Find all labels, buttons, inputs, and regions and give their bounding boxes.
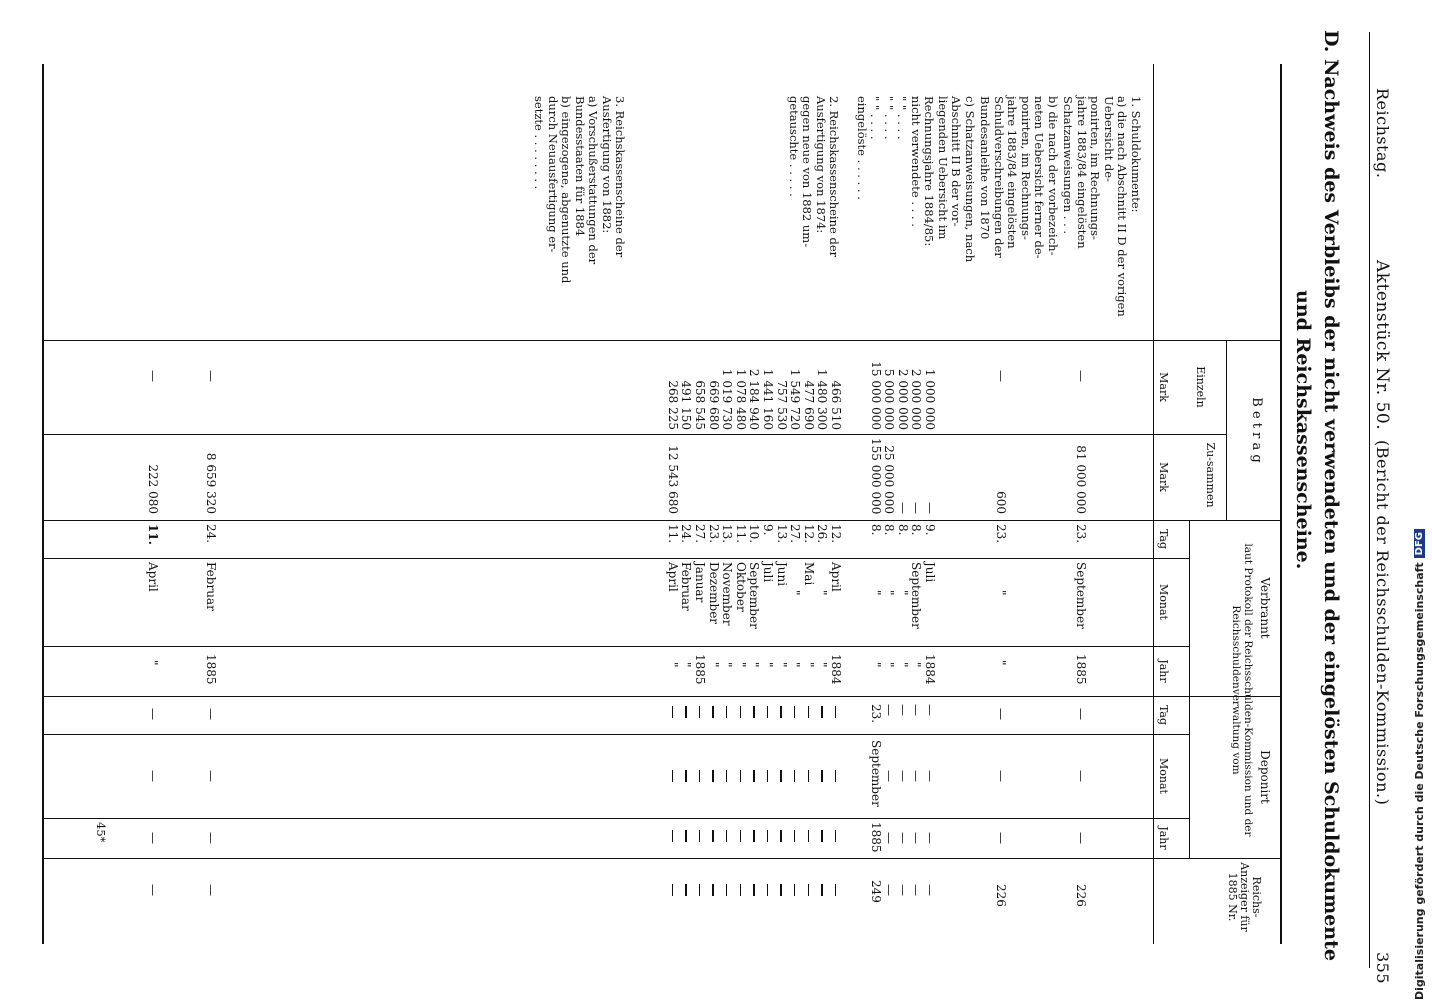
r1a-zusammen: 81 000 000 xyxy=(1074,445,1088,514)
col-sep xyxy=(44,696,1282,697)
dfg-credit xyxy=(1406,0,1432,1000)
table-title-line1: D. Nachweis des Verbleibs der nicht verwendeten und der eingelösten Schuldokumente xyxy=(1320,30,1342,961)
desc-line: a) Vorschußerstattungen der xyxy=(586,96,601,265)
desc-line: " " . . . . xyxy=(882,96,896,140)
r1c-monat: Juli September " " " xyxy=(868,562,937,629)
col-dep-jahr: Jahr xyxy=(1157,826,1170,850)
r1c-nr: — — — — 249 xyxy=(868,880,937,903)
desc-line: eingelöste . . . . . . xyxy=(855,96,869,200)
table-bottom-rule xyxy=(42,64,44,944)
desc-line: Schuldverschreibungen der xyxy=(992,96,1006,258)
col-tag: Tag xyxy=(1157,528,1170,550)
page-footnote: 45* xyxy=(94,822,108,843)
r1c-dtag: — — — — 23. xyxy=(868,704,937,724)
header-left: Reichstag. xyxy=(1373,88,1392,179)
desc-line: Bundesanleihe von 1870 xyxy=(978,96,993,240)
desc-line: getauschte . . . . . xyxy=(787,96,801,197)
r1b-jahr: " xyxy=(994,660,1008,666)
r3b-djahr: — xyxy=(146,832,160,844)
r1a-einzeln: — xyxy=(1074,370,1088,382)
r1b-dmonat: — xyxy=(994,770,1008,782)
r2-deponirt-dashes xyxy=(665,770,842,782)
col-reichsanzeiger: Reichs-Anzeiger für 1885 Nr. xyxy=(1226,862,1263,932)
dfg-credit-text: Digitalisierung gefördert durch die Deutsche Forschungsgemeinschaft xyxy=(1412,562,1426,1000)
r2-deponirt-dashes xyxy=(665,830,842,842)
r3b-einzeln: — xyxy=(146,370,160,382)
col-einzeln: Einzeln xyxy=(1194,366,1207,408)
desc-line: 2. Reichskassenscheine der xyxy=(827,96,842,258)
r1a-dtag: — xyxy=(1074,708,1088,720)
r3a-dtag: — xyxy=(204,708,218,720)
col-mark-zusammen: Mark xyxy=(1157,462,1170,492)
col-betrag: B e t r a g xyxy=(1249,397,1264,463)
r1c-dmonat: — — — — September xyxy=(868,740,937,807)
r1c-djahr: — — — — 1885 xyxy=(868,822,937,853)
desc-line: gegen neue von 1882 um- xyxy=(800,96,815,248)
r1b-nr: 226 xyxy=(994,884,1008,907)
col-sep xyxy=(44,818,1190,819)
r3a-tag: 24. xyxy=(204,524,218,544)
r3b-nr: — xyxy=(146,884,160,896)
desc-line: 1. Schuldokumente: xyxy=(1129,96,1143,213)
r1b-tag: 23. xyxy=(994,524,1008,544)
r3a-einzeln: — xyxy=(204,370,218,382)
col-sep xyxy=(44,340,1282,341)
r2-monat: April " Mai " Juni Juli September Oktober November Dezember Januar Februar April xyxy=(665,562,843,629)
col-jahr: Jahr xyxy=(1157,659,1170,683)
col-dep-monat: Monat xyxy=(1157,758,1170,794)
r1a-nr: 226 xyxy=(1074,884,1088,907)
col-mark-einzeln: Mark xyxy=(1157,372,1170,402)
r1c-jahr: 1884 " " " " xyxy=(868,654,937,685)
r3b-zusammen: 222 080 xyxy=(146,464,160,514)
r3a-monat: Februar xyxy=(204,562,218,611)
r3a-djahr: — xyxy=(204,832,218,844)
r2-einzeln: 466 510 1 480 300 477 690 1 549 720 757 530 1 441 160 2 184 940 1 078 480 1 019 730 669 680 658 545 491 150 268 225 xyxy=(665,368,843,430)
desc-line: Schatzanweisungen . . . xyxy=(1061,96,1076,235)
r1b-monat: " xyxy=(994,590,1008,596)
desc-line: 3. Reichskassenscheine der xyxy=(613,96,628,258)
desc-line: ponirten, im Rechnungs- xyxy=(1019,96,1033,240)
col-sep xyxy=(44,734,1190,735)
r1a-dmonat: — xyxy=(1074,770,1088,782)
col-dep-tag: Tag xyxy=(1157,704,1170,726)
desc-line: durch Neuausfertigung er- xyxy=(546,96,560,253)
desc-line: Rechnungsjahre 1884/85: xyxy=(922,96,937,247)
r3b-dmonat: — xyxy=(146,770,160,782)
desc-line: a) die nach Abschnitt II D der vorigen Uebersicht de- xyxy=(1102,96,1130,317)
descriptions xyxy=(532,96,1142,336)
r1a-monat: September xyxy=(1074,562,1088,629)
col-sep xyxy=(44,434,1227,435)
col-deponirt: Deponirt xyxy=(1258,750,1272,804)
col-laut-protokoll: laut Protokoll der Reichsschulden-Kommission und der Reichsschuldenverwaltung vom xyxy=(1230,543,1254,837)
r2-deponirt-dashes xyxy=(665,706,842,718)
r1c-einzeln: 1 000 000 2 000 000 2 000 000 5 000 000 15 000 000 xyxy=(868,361,937,430)
r1c-zusammen: — — — 25 000 000 155 000 000 xyxy=(868,438,937,515)
col-zusammen: Zu-sammen xyxy=(1204,442,1217,508)
desc-line: jahre 1883/84 eingelösten xyxy=(1005,96,1020,249)
betrag-rule xyxy=(1226,340,1227,520)
desc-line: " " . . . . xyxy=(868,96,883,140)
desc-line: Ausfertigung von 1882: xyxy=(600,96,614,234)
desc-line: b) eingezogene, abgenutzte und xyxy=(559,96,574,284)
r3a-nr: — xyxy=(204,884,218,896)
r3b-monat: April xyxy=(146,562,160,592)
col-sep xyxy=(44,858,1282,859)
desc-line: ponirten, im Rechnungs- xyxy=(1088,96,1103,240)
col-verbrannt: Verbrannt xyxy=(1258,577,1272,639)
r1b-djahr: — xyxy=(994,832,1008,844)
header-right: (Bericht der Reichsschulden-Kommission.) xyxy=(1373,440,1392,806)
desc-line: b) die nach der vorbezeich- xyxy=(1046,96,1060,256)
r3b-tag: 11. xyxy=(146,524,160,545)
r3b-dtag: — xyxy=(146,708,160,720)
col-monat: Monat xyxy=(1157,584,1170,620)
r1b-einzeln: — xyxy=(994,370,1008,382)
desc-line: c) Schatzanweisungen, nach xyxy=(963,96,977,263)
r2-jahr: 1884 " " " " " " " " " 1885 " " xyxy=(665,654,843,685)
desc-line: liegenden Uebersicht im xyxy=(936,96,950,240)
r1a-jahr: 1885 xyxy=(1074,654,1088,685)
desc-line: " " . . . . xyxy=(895,96,910,140)
header-rule xyxy=(1369,32,1370,968)
r3a-jahr: 1885 xyxy=(204,654,218,685)
desc-line: Bundesstaaten für 1884 xyxy=(573,96,587,237)
date-rule xyxy=(1189,520,1190,858)
r3b-jahr: " xyxy=(146,660,160,666)
r1b-dtag: — xyxy=(994,708,1008,720)
desc-line: jahre 1883/84 eingelösten xyxy=(1075,96,1089,249)
desc-line: Ausfertigung von 1874: xyxy=(814,96,828,234)
desc-line: neten Uebersicht ferner de- xyxy=(1032,96,1047,259)
r1a-djahr: — xyxy=(1074,832,1088,844)
r3a-zusammen: 8 659 320 xyxy=(204,452,218,514)
desc-line: Abschnitt II B der vor- xyxy=(949,96,964,227)
r3a-dmonat: — xyxy=(204,770,218,782)
col-sep xyxy=(44,520,1282,521)
table-top-rule xyxy=(1280,64,1282,944)
col-sep xyxy=(44,646,1190,647)
r1b-zusammen: 600 xyxy=(994,491,1008,514)
r2-zusammen: 12 543 680 xyxy=(666,445,680,514)
table-title-line2: und Reichskassenscheine. xyxy=(1292,290,1314,570)
desc-line: setzte . . . . . . . . xyxy=(532,96,547,190)
r1c-tag: 9. 8. 8. 8. 8. xyxy=(868,524,937,536)
dfg-logo: DFG xyxy=(1414,529,1425,558)
header-bottom-rule xyxy=(1153,64,1154,944)
header-center: Aktenstück Nr. 50. xyxy=(1372,260,1392,431)
col-sep xyxy=(44,558,1190,559)
page-number: 355 xyxy=(1373,952,1392,985)
r2-deponirt-dashes xyxy=(665,884,842,896)
r2-tag: 12. 26. 12. 27. 13. 9. 10. 11. 13. 23. 27. 24. 11. xyxy=(665,524,843,544)
r1a-tag: 23. xyxy=(1074,524,1088,544)
desc-line: nicht verwendete . . . . xyxy=(909,96,923,227)
